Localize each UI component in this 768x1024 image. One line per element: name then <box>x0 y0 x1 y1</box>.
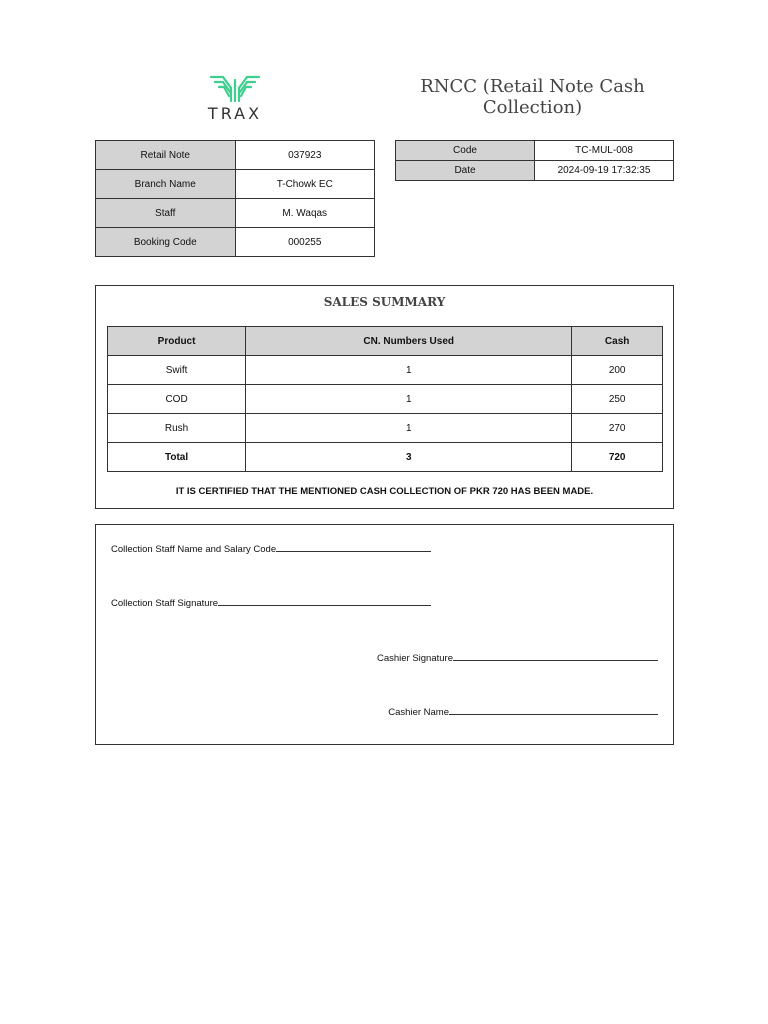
cashier-name-label: Cashier Name <box>388 707 449 718</box>
table-header-row <box>108 327 663 356</box>
cn-count-cell: 1 <box>246 356 572 385</box>
collection-staff-name-label: Collection Staff Name and Salary Code <box>111 544 277 555</box>
cash-cell: 270 <box>572 414 663 443</box>
trax-logo-icon <box>209 74 261 102</box>
total-label-cell: Total <box>108 443 246 472</box>
retail-note-value: 037923 <box>235 141 375 170</box>
cn-count-cell: 1 <box>246 414 572 443</box>
collection-staff-signature-line <box>111 596 431 609</box>
collection-staff-name-line <box>111 542 431 555</box>
collection-staff-signature-label: Collection Staff Signature <box>111 598 219 609</box>
cash-cell: 250 <box>572 385 663 414</box>
branch-name-value: T-Chowk EC <box>235 170 375 199</box>
column-header-cash: Cash <box>572 327 663 356</box>
sales-summary-title: SALES SUMMARY <box>323 295 446 309</box>
cash-cell: 200 <box>572 356 663 385</box>
table-row <box>96 141 375 170</box>
table-row <box>108 356 663 385</box>
cashier-name-line <box>388 705 658 718</box>
certification-statement: IT IS CERTIFIED THAT THE MENTIONED CASH COLLECTION OF PKR 720 HAS BEEN MADE. <box>175 486 594 497</box>
booking-code-value: 000255 <box>235 228 375 257</box>
table-row <box>96 228 375 257</box>
cashier-name-blank[interactable] <box>449 705 658 715</box>
staff-label: Staff <box>96 199 236 228</box>
signature-section <box>95 524 674 745</box>
table-row <box>96 170 375 199</box>
collection-staff-name-blank[interactable] <box>276 542 431 552</box>
table-row <box>108 385 663 414</box>
code-value: TC-MUL-008 <box>535 141 674 161</box>
cashier-signature-line <box>377 651 658 664</box>
total-cn-count-cell: 3 <box>246 443 572 472</box>
booking-code-label: Booking Code <box>96 228 236 257</box>
document-title: RNCC (Retail Note Cash Collection) <box>420 76 645 118</box>
trax-logo <box>200 74 270 124</box>
table-row <box>396 161 674 181</box>
retail-note-info-table <box>95 140 375 257</box>
date-label: Date <box>396 161 535 181</box>
code-label: Code <box>396 141 535 161</box>
product-cell: COD <box>108 385 246 414</box>
total-row <box>108 443 663 472</box>
retail-note-label: Retail Note <box>96 141 236 170</box>
sales-summary-section <box>95 285 674 509</box>
collection-staff-signature-blank[interactable] <box>218 596 431 606</box>
table-row <box>108 414 663 443</box>
logo-wordmark: TRAX <box>207 104 263 123</box>
table-row <box>96 199 375 228</box>
total-cash-cell: 720 <box>572 443 663 472</box>
product-cell: Swift <box>108 356 246 385</box>
cashier-signature-blank[interactable] <box>453 651 658 661</box>
sales-summary-table <box>107 326 663 472</box>
column-header-cn-numbers: CN. Numbers Used <box>246 327 572 356</box>
branch-name-label: Branch Name <box>96 170 236 199</box>
cashier-signature-label: Cashier Signature <box>376 653 453 664</box>
date-value: 2024-09-19 17:32:35 <box>535 161 674 181</box>
column-header-product: Product <box>108 327 246 356</box>
code-date-table <box>395 140 674 181</box>
staff-value: M. Waqas <box>235 199 375 228</box>
product-cell: Rush <box>108 414 246 443</box>
table-row <box>396 141 674 161</box>
cn-count-cell: 1 <box>246 385 572 414</box>
